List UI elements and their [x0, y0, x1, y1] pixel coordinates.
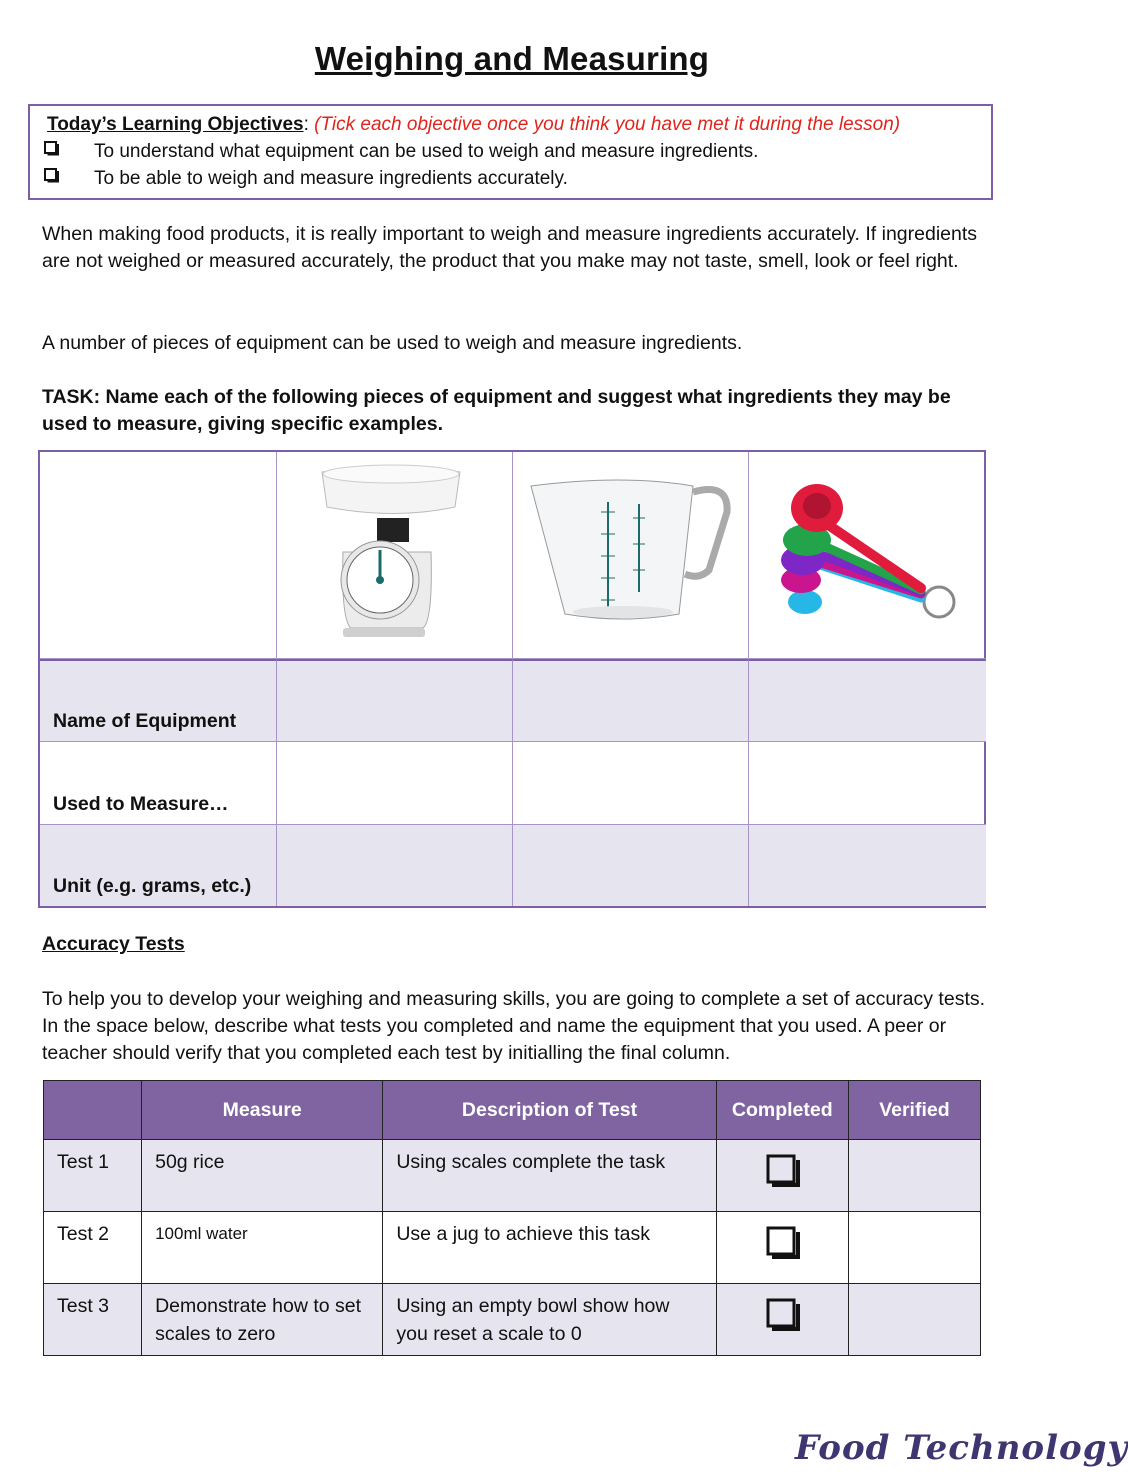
accuracy-heading: Accuracy Tests [42, 933, 185, 955]
table-row [44, 1140, 981, 1212]
checkbox-icon[interactable] [730, 1154, 836, 1188]
equipment-row-label: Name of Equipment [40, 659, 277, 742]
answer-cell[interactable] [277, 825, 513, 906]
verified-cell[interactable] [848, 1140, 980, 1212]
test-description: Using scales complete the task [383, 1140, 716, 1212]
test-measure: 100ml water [142, 1212, 383, 1284]
answer-cell[interactable] [513, 825, 749, 906]
header-cell [44, 1081, 142, 1140]
accuracy-intro: To help you to develop your weighing and measuring skills, you are going to complete a set of accuracy tests. In the space below, describe what tests you completed and name the equipment that you used. A peer or teacher should verify that you completed each test by initialling the final column. [42, 988, 986, 1064]
objective-item: To understand what equipment can be used to weigh and measure ingredients. [44, 141, 758, 163]
answer-cell[interactable] [277, 742, 513, 825]
table-row [44, 1284, 981, 1356]
test-measure: Demonstrate how to set scales to zero [142, 1284, 383, 1356]
task-instructions: TASK: Name each of the following pieces of equipment and suggest what ingredients they may be used to measure, giving specific examples. [42, 386, 951, 435]
answer-cell[interactable] [749, 825, 986, 906]
measuring-spoons-image [749, 452, 986, 659]
page-title: Weighing and Measuring [314, 40, 710, 77]
test-name: Test 2 [44, 1212, 142, 1284]
equipment-row-label: Unit (e.g. grams, etc.) [40, 825, 277, 906]
completed-cell [716, 1284, 848, 1356]
objectives-heading: Today’s Learning Objectives: (Tick each objective once you think you have met it during the lesson) [47, 114, 901, 135]
checkbox-icon[interactable] [730, 1298, 836, 1332]
header-description: Description of Test [383, 1081, 716, 1140]
checkbox-icon[interactable] [44, 168, 94, 190]
answer-cell[interactable] [513, 659, 749, 742]
completed-cell [716, 1140, 848, 1212]
kitchen-scales-image [277, 452, 513, 659]
learning-objectives-box [28, 104, 993, 200]
equipment-table [38, 450, 986, 908]
answer-cell[interactable] [749, 742, 986, 825]
accuracy-tests-table [43, 1080, 981, 1356]
table-row [44, 1212, 981, 1284]
checkbox-icon[interactable] [44, 141, 94, 163]
test-description: Use a jug to achieve this task [383, 1212, 716, 1284]
intro-paragraph: When making food products, it is really important to weigh and measure ingredients accurately. If ingredients are not weighed or measured accurately, the product that you make may not taste, smell, look or feel right. [42, 223, 978, 272]
test-name: Test 3 [44, 1284, 142, 1356]
header-measure: Measure [142, 1081, 383, 1140]
equipment-row-label: Used to Measure… [40, 742, 277, 825]
header-verified: Verified [848, 1081, 980, 1140]
measuring-jug-image [513, 452, 749, 659]
objectives-note: (Tick each objective once you think you have met it during the lesson) [314, 114, 901, 135]
verified-cell[interactable] [848, 1212, 980, 1284]
completed-cell [716, 1212, 848, 1284]
header-completed: Completed [716, 1081, 848, 1140]
answer-cell[interactable] [277, 659, 513, 742]
test-measure: 50g rice [142, 1140, 383, 1212]
table-header-row [44, 1081, 981, 1140]
equipment-intro: A number of pieces of equipment can be used to weigh and measure ingredients. [42, 332, 743, 354]
verified-cell[interactable] [848, 1284, 980, 1356]
checkbox-icon[interactable] [730, 1226, 836, 1260]
test-name: Test 1 [44, 1140, 142, 1212]
answer-cell[interactable] [513, 742, 749, 825]
blank-cell [40, 452, 277, 659]
food-technology-logo: Food Technology [795, 1428, 1128, 1468]
answer-cell[interactable] [749, 659, 986, 742]
objective-item: To be able to weigh and measure ingredients accurately. [44, 168, 568, 190]
test-description: Using an empty bowl show how you reset a scale to 0 [383, 1284, 716, 1356]
